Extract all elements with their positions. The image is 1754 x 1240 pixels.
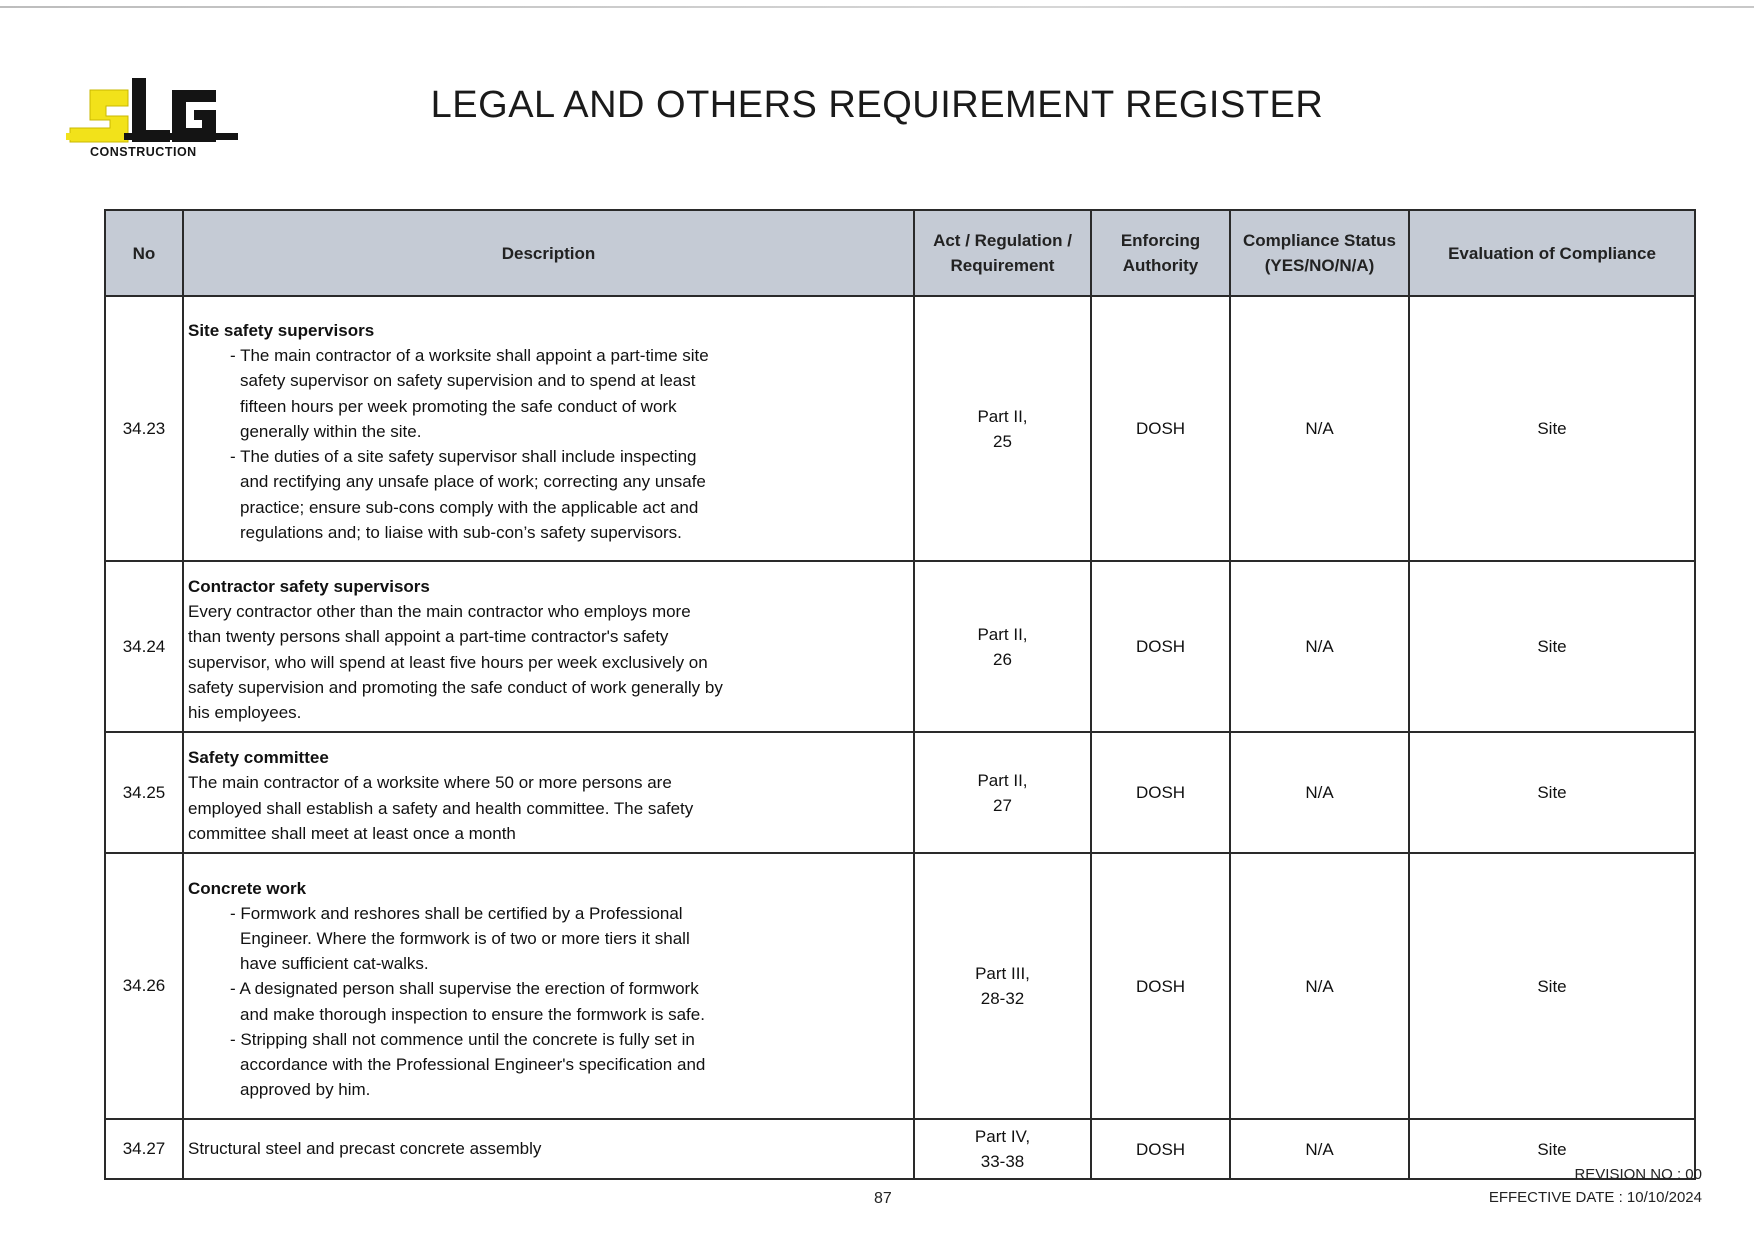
- row-act-line2: 27: [993, 795, 1012, 815]
- table-row: [105, 296, 1695, 561]
- row-authority: DOSH: [1091, 732, 1230, 853]
- table-header-row: [105, 210, 1695, 296]
- row-status: N/A: [1230, 296, 1409, 561]
- header-description: Description: [183, 210, 914, 296]
- row-authority: DOSH: [1091, 296, 1230, 561]
- row-bullet: - Formwork and reshores shall be certified by a Professional Engineer. Where the formwork is of two or more tiers it shall have sufficient cat-walks.: [230, 903, 690, 974]
- header-evaluation: Evaluation of Compliance: [1409, 210, 1695, 296]
- row-act-line2: 26: [993, 649, 1012, 669]
- row-no: 34.25: [105, 732, 183, 853]
- row-text: Structural steel and precast concrete assembly: [188, 1139, 542, 1159]
- header-act-line2: Requirement: [950, 256, 1055, 275]
- row-description: [183, 561, 914, 732]
- row-bullet: - The duties of a site safety supervisor shall include inspecting and rectifying any unsafe place of work; correcting any unsafe practice; ensure sub-cons comply with the applicable act and regulations and; to liaise with sub-con’s safety supervisors.: [230, 447, 706, 542]
- effective-date: EFFECTIVE DATE : 10/10/2024: [1488, 1189, 1702, 1206]
- row-act-line2: 25: [993, 431, 1012, 451]
- row-no: 34.26: [105, 853, 183, 1119]
- row-evaluation: Site: [1409, 853, 1695, 1119]
- row-act-line1: Part II,: [977, 406, 1028, 426]
- table-row: [105, 732, 1695, 853]
- header-comp-line2: (YES/NO/N/A): [1264, 256, 1375, 275]
- row-act: [914, 1119, 1091, 1179]
- row-authority: DOSH: [1091, 1119, 1230, 1179]
- row-heading: Contractor safety supervisors: [188, 577, 430, 596]
- header-enforcing-authority: [1091, 210, 1230, 296]
- row-status: N/A: [1230, 853, 1409, 1119]
- revision-block: [1489, 1163, 1702, 1209]
- row-act: [914, 853, 1091, 1119]
- row-description: [183, 296, 914, 561]
- header-enf-line2: Authority: [1122, 256, 1199, 275]
- row-act-line1: Part II,: [977, 770, 1028, 790]
- row-evaluation: Site: [1409, 1119, 1695, 1179]
- row-no: 34.23: [105, 296, 183, 561]
- row-evaluation: Site: [1409, 296, 1695, 561]
- row-heading: Safety committee: [188, 748, 329, 768]
- row-act: [914, 732, 1091, 853]
- top-rule: [0, 6, 1754, 8]
- table-row: [105, 561, 1695, 732]
- row-text: The main contractor of a worksite where 50 or more persons are employed shall establish a safety and health committee. The safety committee shall meet at least once a month: [188, 773, 694, 843]
- row-description: [183, 732, 914, 853]
- row-heading: Site safety supervisors: [188, 321, 375, 341]
- table-row: [105, 853, 1695, 1119]
- row-act-line1: Part III,: [975, 964, 1030, 984]
- row-act-line2: 33-38: [980, 1152, 1025, 1172]
- requirement-register-table: [104, 209, 1696, 1180]
- row-text: Every contractor other than the main contractor who employs more than twenty persons shall appoint a part-time contractor's safety supervisor, who will spend at least five hours per week exclusively on safety supervision and promoting the safe conduct of work generally by his employees.: [188, 602, 723, 723]
- page-number: 87: [874, 1190, 892, 1207]
- row-bullet: - A designated person shall supervise the erection of formwork and make thorough inspection to ensure the formwork is safe.: [230, 979, 705, 1024]
- header-no: No: [105, 210, 183, 296]
- row-evaluation: Site: [1409, 732, 1695, 853]
- row-authority: DOSH: [1091, 853, 1230, 1119]
- row-status: N/A: [1230, 561, 1409, 732]
- logo-wordmark: CONSTRUCTION: [90, 145, 197, 159]
- row-no: 34.27: [105, 1119, 183, 1179]
- table-row: [105, 1119, 1695, 1179]
- header-enf-line1: Enforcing: [1120, 231, 1201, 250]
- row-act-line1: Part II,: [977, 624, 1028, 644]
- row-authority: DOSH: [1091, 561, 1230, 732]
- row-act-line2: 28-32: [980, 989, 1025, 1009]
- header-act-line1: Act / Regulation /: [933, 231, 1072, 250]
- page-title: LEGAL AND OTHERS REQUIREMENT REGISTER: [430, 84, 1324, 126]
- row-evaluation: Site: [1409, 561, 1695, 732]
- row-act-line1: Part IV,: [974, 1127, 1031, 1147]
- header-comp-line1: Compliance Status: [1242, 231, 1397, 250]
- row-description: [183, 1119, 914, 1179]
- header-compliance-status: [1230, 210, 1409, 296]
- row-status: N/A: [1230, 1119, 1409, 1179]
- row-bullet: - Stripping shall not commence until the concrete is fully set in accordance with the Professional Engineer's specification and approved by him.: [230, 1029, 706, 1100]
- row-no: 34.24: [105, 561, 183, 732]
- header-act-regulation: [914, 210, 1091, 296]
- row-status: N/A: [1230, 732, 1409, 853]
- row-heading: Concrete work: [188, 878, 307, 898]
- row-act: [914, 561, 1091, 732]
- row-description: [183, 853, 914, 1119]
- revision-number: REVISION NO : 00: [1574, 1166, 1702, 1183]
- row-bullet: - The main contractor of a worksite shall appoint a part-time site safety supervisor on safety supervision and to spend at least fifteen hours per week promoting the safe conduct of work generally within the site.: [230, 346, 709, 441]
- row-act: [914, 296, 1091, 561]
